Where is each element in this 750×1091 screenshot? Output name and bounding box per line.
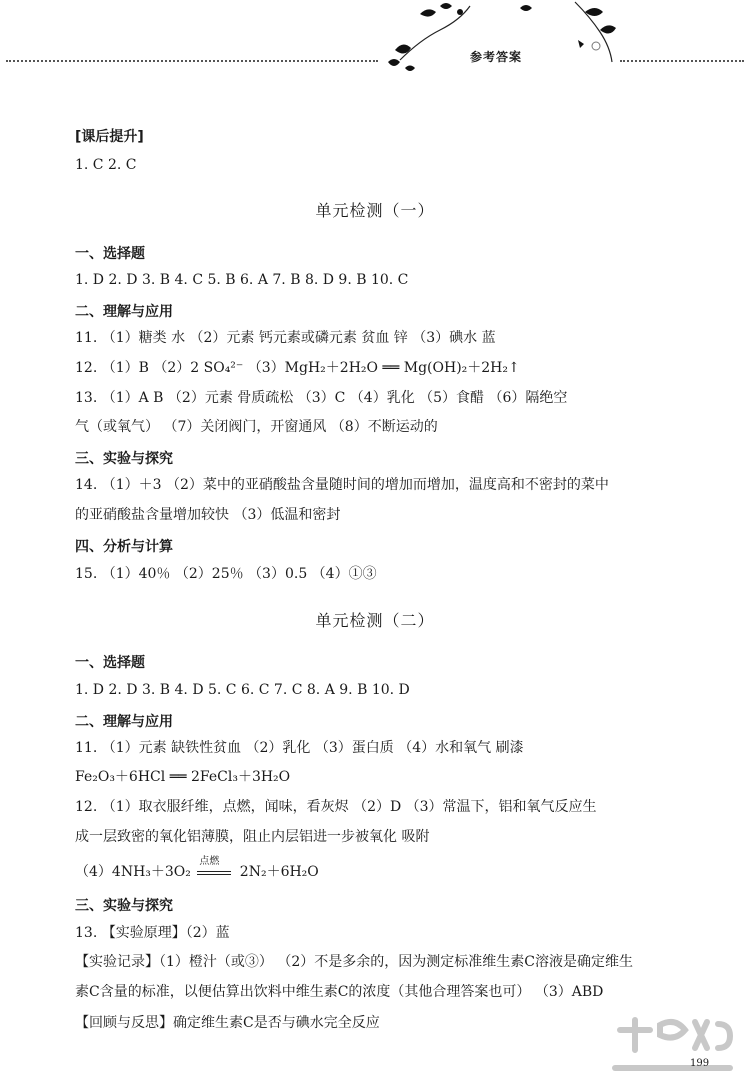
floral-decoration-icon: [0, 0, 750, 80]
answer-line: 素C含量的标准，以便估算出饮料中维生素C的浓度（其他合理答案也可） （3）ABD: [75, 984, 604, 1000]
section-heading: 二、理解与应用: [75, 714, 173, 730]
watermark-logo-icon: [600, 1010, 745, 1086]
page-number: 199: [690, 1058, 710, 1069]
answer-line: 15. （1）40％ （2）25％ （3）0.5 （4）①③: [75, 566, 377, 582]
answer-line: 11. （1）糖类 水 （2）元素 钙元素或磷元素 贫血 锌 （3）碘水 蓝: [75, 330, 496, 346]
answer-line: 13. 【实验原理】（2）蓝: [75, 925, 230, 941]
answer-line: 成一层致密的氧化铝薄膜，阻止内层铝进一步被氧化 吸附: [75, 829, 430, 845]
answer-line: 13. （1）A B （2）元素 骨质疏松 （3）C （4）乳化 （5）食醋 （6）隔绝空: [75, 390, 568, 406]
answer-line: 气（或氧气） （7）关闭阀门，开窗通风 （8）不断运动的: [75, 419, 438, 435]
section-heading-after-class: [课后提升]: [75, 129, 144, 145]
answer-line: 【实验记录】（1）橙汁（或③） （2）不是多余的，因为测定标准维生素C溶液是确定维生: [75, 954, 633, 970]
answer-line: 的亚硝酸盐含量增加较快 （3）低温和密封: [75, 507, 341, 523]
unit-test-title-2: 单元检测（二）: [315, 611, 435, 630]
answer-line: 14. （1）＋3 （2）菜中的亚硝酸盐含量随时间的增加而增加，温度高和不密封的菜中: [75, 477, 609, 493]
equation-reactants: （4）4NH₃＋3O₂: [75, 864, 191, 880]
answer-line: 【回顾与反思】确定维生素C是否与碘水完全反应: [75, 1015, 380, 1031]
equals-sign-icon: [197, 871, 231, 875]
answer-line: 11. （1）元素 缺铁性贫血 （2）乳化 （3）蛋白质 （4）水和氧气 刷漆: [75, 740, 524, 756]
reaction-condition: 点燃: [199, 856, 220, 867]
answer-line: Fe₂O₃＋6HCl ══ 2FeCl₃＋3H₂O: [75, 769, 291, 785]
section-heading: 一、选择题: [75, 655, 145, 671]
answer-line: 1. D 2. D 3. B 4. C 5. B 6. A 7. B 8. D 9. B 10. C: [75, 272, 409, 288]
section-heading: 四、分析与计算: [75, 539, 173, 555]
answer-line: 1. C 2. C: [75, 157, 137, 173]
section-heading: 一、选择题: [75, 246, 145, 262]
page-header: [0, 0, 750, 80]
equation-products: 2N₂＋6H₂O: [239, 864, 319, 880]
header-title: 参考答案: [470, 50, 523, 64]
section-heading: 三、实验与探究: [75, 451, 173, 467]
answer-line-equation: [75, 856, 319, 882]
reaction-arrow: [195, 856, 235, 882]
answer-line: 12. （1）B （2）2 SO₄²⁻ （3）MgH₂＋2H₂O ══ Mg(OH)₂＋2H₂↑: [75, 360, 520, 376]
section-heading: 三、实验与探究: [75, 898, 173, 914]
unit-test-title-1: 单元检测（一）: [315, 201, 435, 220]
answer-line: 1. D 2. D 3. B 4. D 5. C 6. C 7. C 8. A 9. B 10. D: [75, 682, 410, 698]
answer-line: 12. （1）取衣服纤维，点燃，闻味，看灰烬 （2）D （3）常温下，铝和氧气反应生: [75, 799, 597, 815]
section-heading: 二、理解与应用: [75, 304, 173, 320]
